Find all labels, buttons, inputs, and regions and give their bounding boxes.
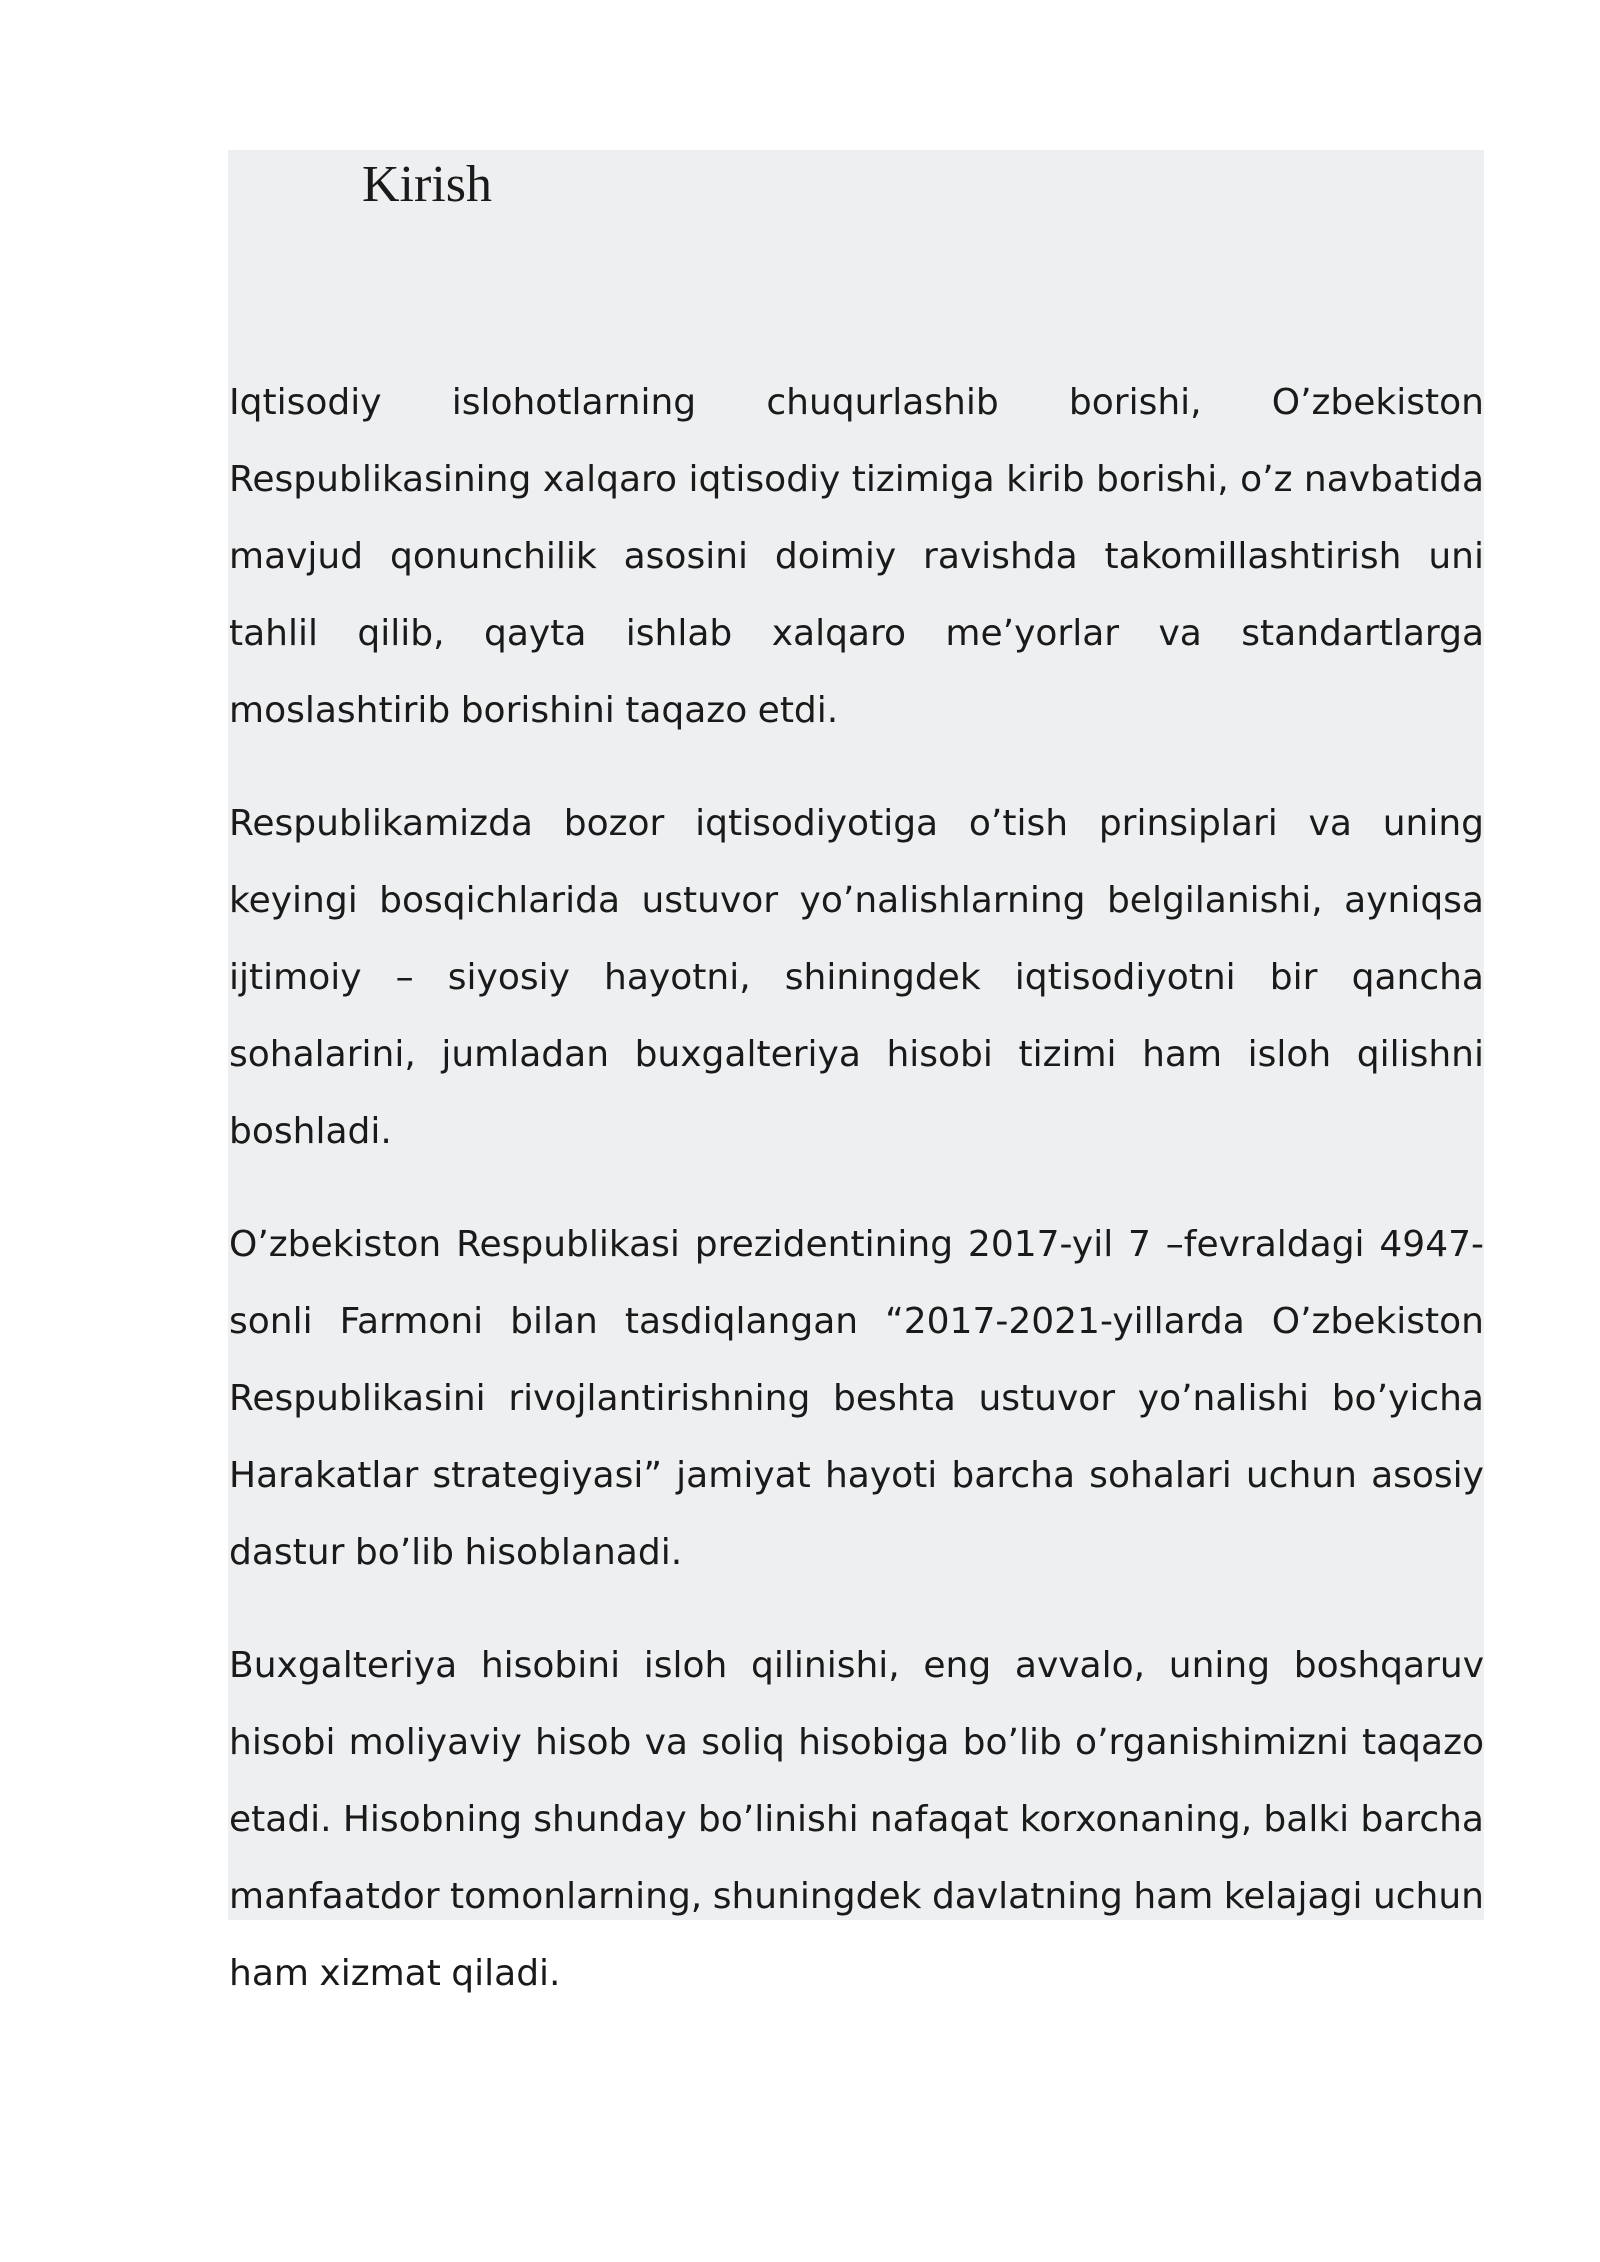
page-title: Kirish — [362, 156, 492, 213]
paragraph: Iqtisodiy islohotlarning chuqurlashib borishi, O’zbekiston Respublikasining xalqaro iqtisodiy tizimiga kirib borishi, o’z navbatida mavjud qonunchilik asosini doimiy ravishda takomillashtirish uni tahlil qilib, qayta ishlab xalqaro me’yorlar va standartlarga moslashtirib borishini taqazo etdi. — [229, 382, 1484, 731]
body-text — [229, 364, 1484, 2012]
paragraph: Buxgalteriya hisobini isloh qilinishi, eng avvalo, uning boshqaruv hisobi moliyaviy hisob va soliq hisobiga bo’lib o’rganishimizni taqazo etadi. Hisobning shunday bo’linishi nafaqat korxonaning, balki barcha manfaatdor tomonlarning, shuningdek davlatning ham kelajagi uchun ham xizmat qiladi. — [229, 1645, 1484, 1994]
paragraph: Respublikamizda bozor iqtisodiyotiga o’tish prinsiplari va uning keyingi bosqichlarida ustuvor yo’nalishlarning belgilanishi, ayniqsa ijtimoiy – siyosiy hayotni, shiningdek iqtisodiyotni bir qancha sohalarini, jumladan buxgalteriya hisobi tizimi ham isloh qilishni boshladi. — [229, 803, 1484, 1152]
paragraph: O’zbekiston Respublikasi prezidentining 2017-yil 7 –fevraldagi 4947-sonli Farmoni bilan tasdiqlangan “2017-2021-yillarda O’zbekiston Respublikasini rivojlantirishning beshta ustuvor yo’nalishi bo’yicha Harakatlar strategiyasi” jamiyat hayoti barcha sohalari uchun asosiy dastur bo’lib hisoblanadi. — [229, 1224, 1484, 1573]
